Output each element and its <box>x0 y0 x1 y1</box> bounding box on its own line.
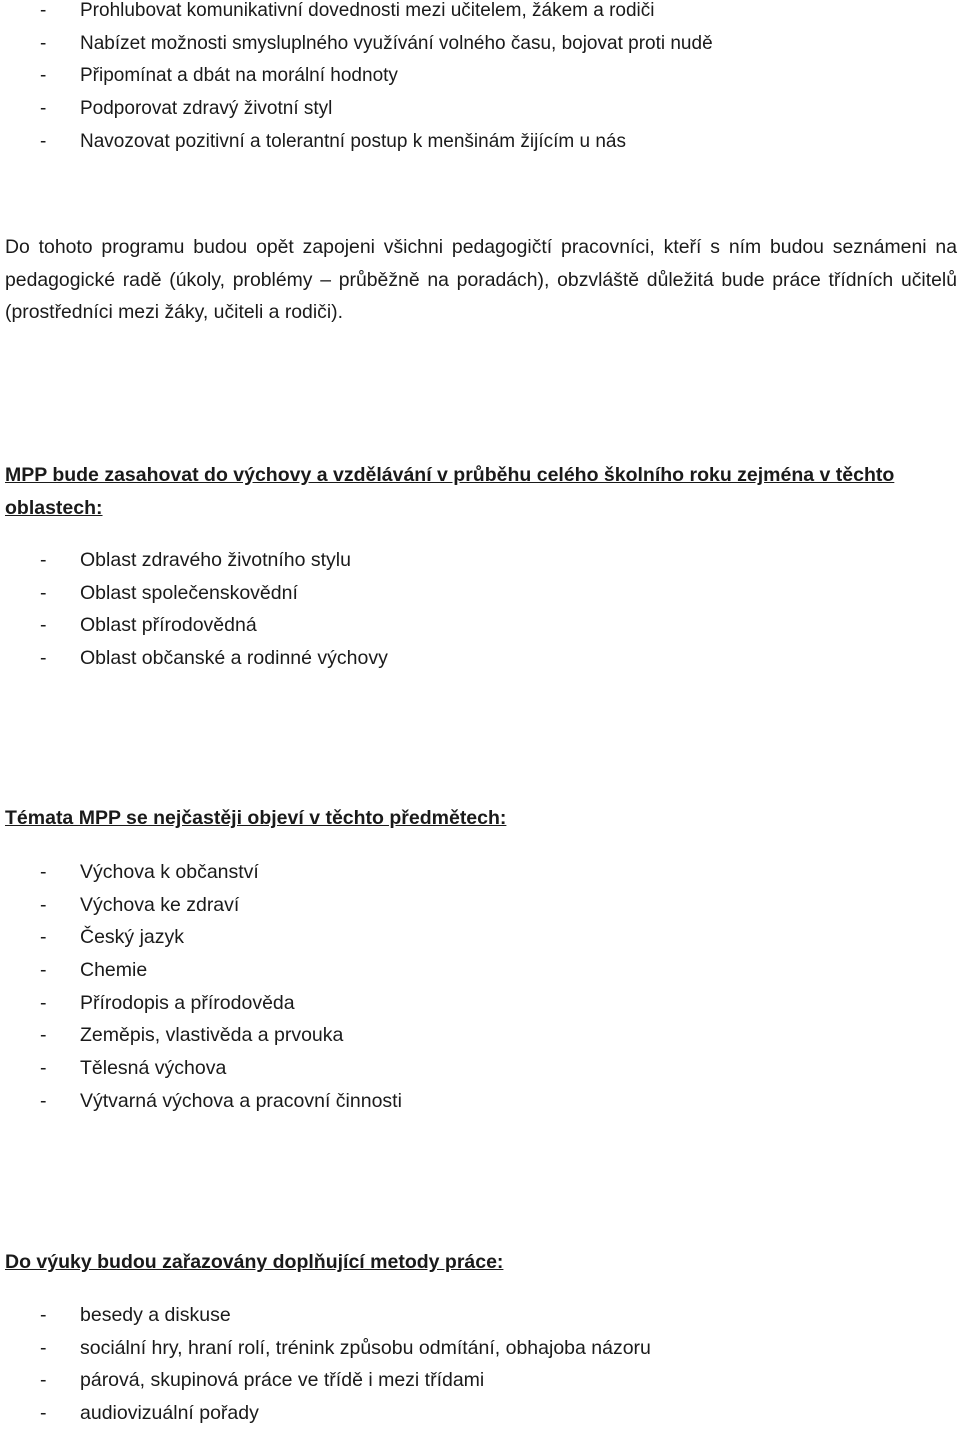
list-dash: - <box>40 893 47 916</box>
intro-paragraph: Do tohoto programu budou opět zapojeni všichni pedagogičtí pracovníci, kteří s ním budou seznámeni na pedagogické radě (úkoly, problémy – průběžně na poradách), obzvláště důležitá bude práce třídních učitelů (prostředníci mezi žáky, učiteli a rodiči). <box>5 236 957 323</box>
list-item <box>0 126 960 159</box>
list-item-text: Výchova ke zdraví <box>80 893 240 916</box>
list-dash: - <box>40 647 47 670</box>
list-item <box>0 1085 960 1118</box>
list-item <box>0 1019 960 1052</box>
list-dash: - <box>40 0 47 21</box>
list-item-text: Podporovat zdravý životní styl <box>80 98 333 120</box>
list-item-text: besedy a diskuse <box>80 1304 231 1326</box>
list-item-text: Navozovat pozitivní a tolerantní postup k menšinám žijícím u nás <box>80 130 626 152</box>
list-item-text: Přírodopis a přírodověda <box>80 991 295 1014</box>
list-item-text: Tělesná výchova <box>80 1057 227 1080</box>
list-dash: - <box>40 98 47 120</box>
list-dash: - <box>40 32 47 54</box>
methods-heading: Do výuky budou zařazovány doplňující metody práce: <box>5 1251 504 1273</box>
list-item <box>0 577 960 610</box>
list-item-text: Oblast přírodovědná <box>80 614 257 637</box>
list-dash: - <box>40 991 47 1014</box>
list-item <box>0 954 960 987</box>
list-item-text: Oblast zdravého životního stylu <box>80 549 351 571</box>
list-dash: - <box>40 1369 47 1392</box>
list-item <box>0 1332 960 1365</box>
list-dash: - <box>40 549 47 571</box>
list-item <box>0 544 960 577</box>
list-item-text: párová, skupinová práce ve třídě i mezi třídami <box>80 1369 485 1392</box>
list-item-text: Oblast společenskovědní <box>80 581 298 604</box>
list-dash: - <box>40 959 47 982</box>
list-item <box>0 60 960 93</box>
list-dash: - <box>40 1304 47 1326</box>
subjects-list <box>0 856 960 1118</box>
list-item <box>0 921 960 954</box>
list-item <box>0 0 960 28</box>
list-dash: - <box>40 1089 47 1112</box>
list-dash: - <box>40 614 47 637</box>
methods-list <box>0 1299 960 1430</box>
list-dash: - <box>40 1057 47 1080</box>
list-dash: - <box>40 1024 47 1047</box>
list-item-text: Výtvarná výchova a pracovní činnosti <box>80 1089 402 1112</box>
list-item-text: Český jazyk <box>80 926 185 949</box>
list-item <box>0 609 960 642</box>
list-item <box>0 93 960 126</box>
list-dash: - <box>40 130 47 152</box>
areas-list <box>0 544 960 675</box>
list-item <box>0 856 960 889</box>
subjects-heading: Témata MPP se nejčastěji objeví v těchto předmětech: <box>5 807 507 829</box>
list-item-text: Výchova k občanství <box>80 861 259 883</box>
list-item <box>0 889 960 922</box>
list-item-text: Prohlubovat komunikativní dovednosti mezi učitelem, žákem a rodiči <box>80 0 655 21</box>
goals-list <box>0 0 960 158</box>
list-item <box>0 642 960 675</box>
list-item <box>0 1364 960 1397</box>
list-item-text: Nabízet možnosti smysluplného využívání volného času, bojovat proti nudě <box>80 32 713 54</box>
areas-heading: MPP bude zasahovat do výchovy a vzdělávání v průběhu celého školního roku zejména v těchto oblastech: <box>5 464 895 519</box>
list-dash: - <box>40 581 47 604</box>
list-dash: - <box>40 926 47 949</box>
list-dash: - <box>40 1402 47 1425</box>
list-item <box>0 1397 960 1430</box>
list-dash: - <box>40 1336 47 1359</box>
list-item-text: audiovizuální pořady <box>80 1402 259 1425</box>
list-item-text: sociální hry, hraní rolí, trénink způsobu odmítání, obhajoba názoru <box>80 1336 651 1359</box>
list-item-text: Připomínat a dbát na morální hodnoty <box>80 65 398 87</box>
list-item <box>0 1299 960 1332</box>
list-dash: - <box>40 861 47 883</box>
list-dash: - <box>40 65 47 87</box>
list-item <box>0 987 960 1020</box>
list-item-text: Oblast občanské a rodinné výchovy <box>80 647 388 670</box>
list-item <box>0 28 960 61</box>
list-item <box>0 1052 960 1085</box>
list-item-text: Chemie <box>80 959 148 982</box>
list-item-text: Zeměpis, vlastivěda a prvouka <box>80 1024 344 1047</box>
